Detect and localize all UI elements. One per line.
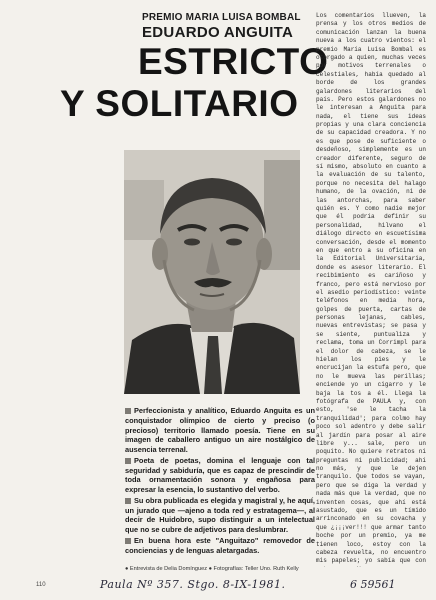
subject-name: EDUARDO ANGUITA: [142, 24, 294, 41]
intro-paragraph: Perfeccionista y analítico, Eduardo Anguita es un conquistador olímpico de cierto y preciso (o precioso) territorio llamado poesía. Tiene en su imagen de caballero antiguo un aire nostálgico de ausencia terrenal.: [125, 406, 315, 455]
intro-paragraph: Su obra publicada es elegida y magistral y, he aquí, un jurado que —ajeno a toda red y estratagema—, al decir de Huidobro, supo distinguir a un intelectual que no se cubre de adjetivos para deslumbrar.: [125, 495, 315, 535]
page-number: 110: [36, 582, 46, 588]
handwritten-citation: Paula Nº 357. Stgo. 8-IX-1981.: [100, 578, 286, 591]
bullet-square-icon: [125, 458, 131, 464]
article-column: [316, 12, 426, 567]
article-text: Los comentarios llueven, la prensa y los otros medios de comunicación lanzan la buena nueva a los cuatro vientos: el premio María Luisa Bombal es otorgado a quien, muchas veces por motivos terrenales o celestiales, había quedado al borde de los grandes galardones literarios del país. Pero estos galardones no le interesan a Anguita para nada, el tiene sus ideas propias y una clara conciencia de su capacidad creadora. Y no es que pose de suficiente o desdeñoso, simplemente es un creador diferente, seguro de sí mismo, absoluto en cuanto a la evaluación de su talento, porque no necesita del halago humano, de la ovación, ni de las antorchas, para saber quién es. Y como nadie mejor que él podría definir su personalidad, hilvano el diálogo directo en escuetísima conversación, desde el momento en que entro a su oficina en la Editorial Universitaria, donde es asesor literario. El recibimiento es cariñoso y franco, pero está nervioso por el asedio periodístico: veinte teléfonos en media hora, golpes de puerta, cartas de personas lejanas, cables, nuevas entrevistas; se pasa y se siente, puntualiza y reclama, toma un Corrimpl para el dolor de cabeza, se le hielan los pies y le encrucijan la estufa pero, que no le mueva las perillas; enciende yo un cigarro y le baja la tos a él. Llega la fotógrafa de PAULA y, con esto, 'se le tacha la tranquilidad'; para colmo hay poco sol adentro y debe salir al jardín para posar al aire libre y... sale, pero un poquito. No quiere retratos ni preguntas ni publicidad; ahí no más, y que le dejen tranquilo. Que todos se vayan, pero que se diga la verdad y nada más que la verdad, que no inventen cosas, que ahí está asustado, que es un tímido arrinconado en su covacha y que ¿¡¡¡ver!!! que armar tanto boche por un premio, ya me tienen loco, estoy con la cabeza revuelta, no encuentro mis papeles; yo sabía que con: [316, 12, 426, 565]
handwritten-code: 6 59561: [350, 578, 396, 591]
bullet-square-icon: [125, 538, 131, 544]
intro-paragraph: En buena hora este "Anguitazo" removedor de conciencias y de lenguas aletargadas.: [125, 535, 315, 555]
bullet-square-icon: [125, 498, 131, 504]
intro-block: [125, 406, 315, 556]
bullet-square-icon: [125, 408, 131, 414]
headline-line-2: Y SOLITARIO: [60, 83, 299, 124]
headline-line-1: ESTRICTO: [138, 41, 329, 82]
photo-credit: ● Entrevista de Delia Domínguez ● Fotografías: Teller Uno. Ruth Kelly: [125, 566, 299, 572]
portrait-photo: [124, 150, 300, 394]
intro-paragraph: Poeta de poetas, domina el lenguaje con tal seguridad y sabiduría, que es capaz de prescindir de toda ornamentación sonora y engañosa para expresar la esencia, lo sustantivo del verbo.: [125, 455, 315, 495]
award-kicker: PREMIO MARIA LUISA BOMBAL: [142, 12, 301, 23]
